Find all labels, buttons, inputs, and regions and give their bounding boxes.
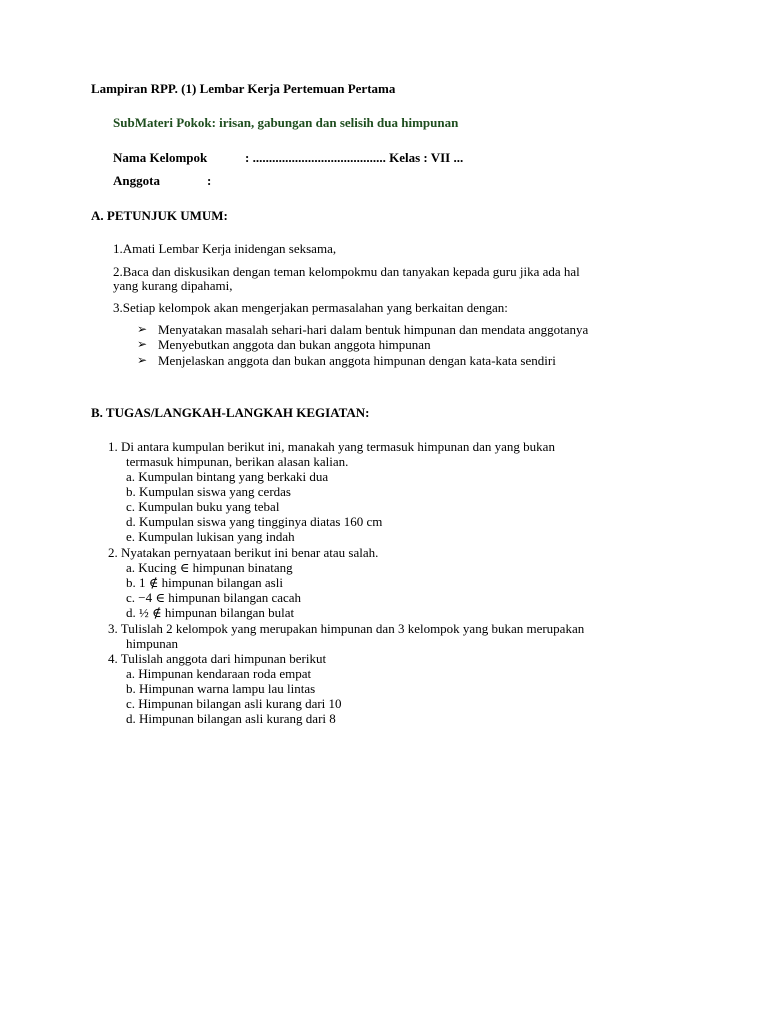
question-4: 4. Tulislah anggota dari himpunan berikut (108, 651, 327, 666)
question-2-option: a. Kucing ∈ himpunan binatang (126, 560, 293, 575)
question-4-option: b. Himpunan warna lampu lau lintas (126, 681, 316, 696)
anggota-label: Anggota (113, 173, 160, 188)
submateri-value: irisan, gabungan dan selisih dua himpunan (219, 115, 459, 130)
question-2-option: c. −4 ∈ himpunan bilangan cacah (126, 590, 302, 605)
question-3-cont: himpunan (126, 636, 178, 651)
instruction-1: 1.Amati Lembar Kerja inidengan seksama, (113, 241, 337, 256)
section-a-title: A. PETUNJUK UMUM: (91, 208, 228, 223)
submateri-line (113, 115, 458, 130)
arrow-bullet-icon: ➢ (137, 353, 148, 367)
question-2-option: d. ½ ∉ himpunan bilangan bulat (126, 605, 295, 620)
question-1-option: e. Kumpulan lukisan yang indah (126, 529, 295, 544)
question-2: 2. Nyatakan pernyataan berikut ini benar atau salah. (108, 545, 379, 560)
instruction-2: 2.Baca dan diskusikan dengan teman kelompokmu dan tanyakan kepada guru jika ada hal (113, 264, 580, 279)
submateri-label: SubMateri Pokok: (113, 115, 220, 130)
bullet-item: Menyebutkan anggota dan bukan anggota himpunan (158, 337, 431, 352)
question-1-option: c. Kumpulan buku yang tebal (126, 499, 280, 514)
question-1-option: a. Kumpulan bintang yang berkaki dua (126, 469, 329, 484)
question-1: 1. Di antara kumpulan berikut ini, manakah yang termasuk himpunan dan yang bukan (108, 439, 555, 454)
question-4-option: a. Himpunan kendaraan roda empat (126, 666, 312, 681)
arrow-bullet-icon: ➢ (137, 337, 148, 351)
question-2-option: b. 1 ∉ himpunan bilangan asli (126, 575, 283, 590)
question-3: 3. Tulislah 2 kelompok yang merupakan himpunan dan 3 kelompok yang bukan merupakan (108, 621, 585, 636)
section-b-title: B. TUGAS/LANGKAH-LANGKAH KEGIATAN: (91, 405, 370, 420)
arrow-bullet-icon: ➢ (137, 322, 148, 336)
nama-kelompok-field: : ......................................... Kelas : VII ... (245, 150, 464, 165)
question-1-option: d. Kumpulan siswa yang tingginya diatas 160 cm (126, 514, 383, 529)
question-1-option: b. Kumpulan siswa yang cerdas (126, 484, 291, 499)
anggota-field: : (207, 173, 212, 188)
question-4-option: d. Himpunan bilangan asli kurang dari 8 (126, 711, 336, 726)
bullet-item: Menjelaskan anggota dan bukan anggota himpunan dengan kata-kata sendiri (158, 353, 556, 368)
document-header: Lampiran RPP. (1) Lembar Kerja Pertemuan Pertama (91, 81, 396, 96)
nama-kelompok-label: Nama Kelompok (113, 150, 208, 165)
instruction-2-cont: yang kurang dipahami, (113, 278, 233, 293)
question-4-option: c. Himpunan bilangan asli kurang dari 10 (126, 696, 342, 711)
instruction-3: 3.Setiap kelompok akan mengerjakan permasalahan yang berkaitan dengan: (113, 300, 508, 315)
bullet-item: Menyatakan masalah sehari-hari dalam bentuk himpunan dan mendata anggotanya (158, 322, 589, 337)
question-1-cont: termasuk himpunan, berikan alasan kalian. (126, 454, 349, 469)
